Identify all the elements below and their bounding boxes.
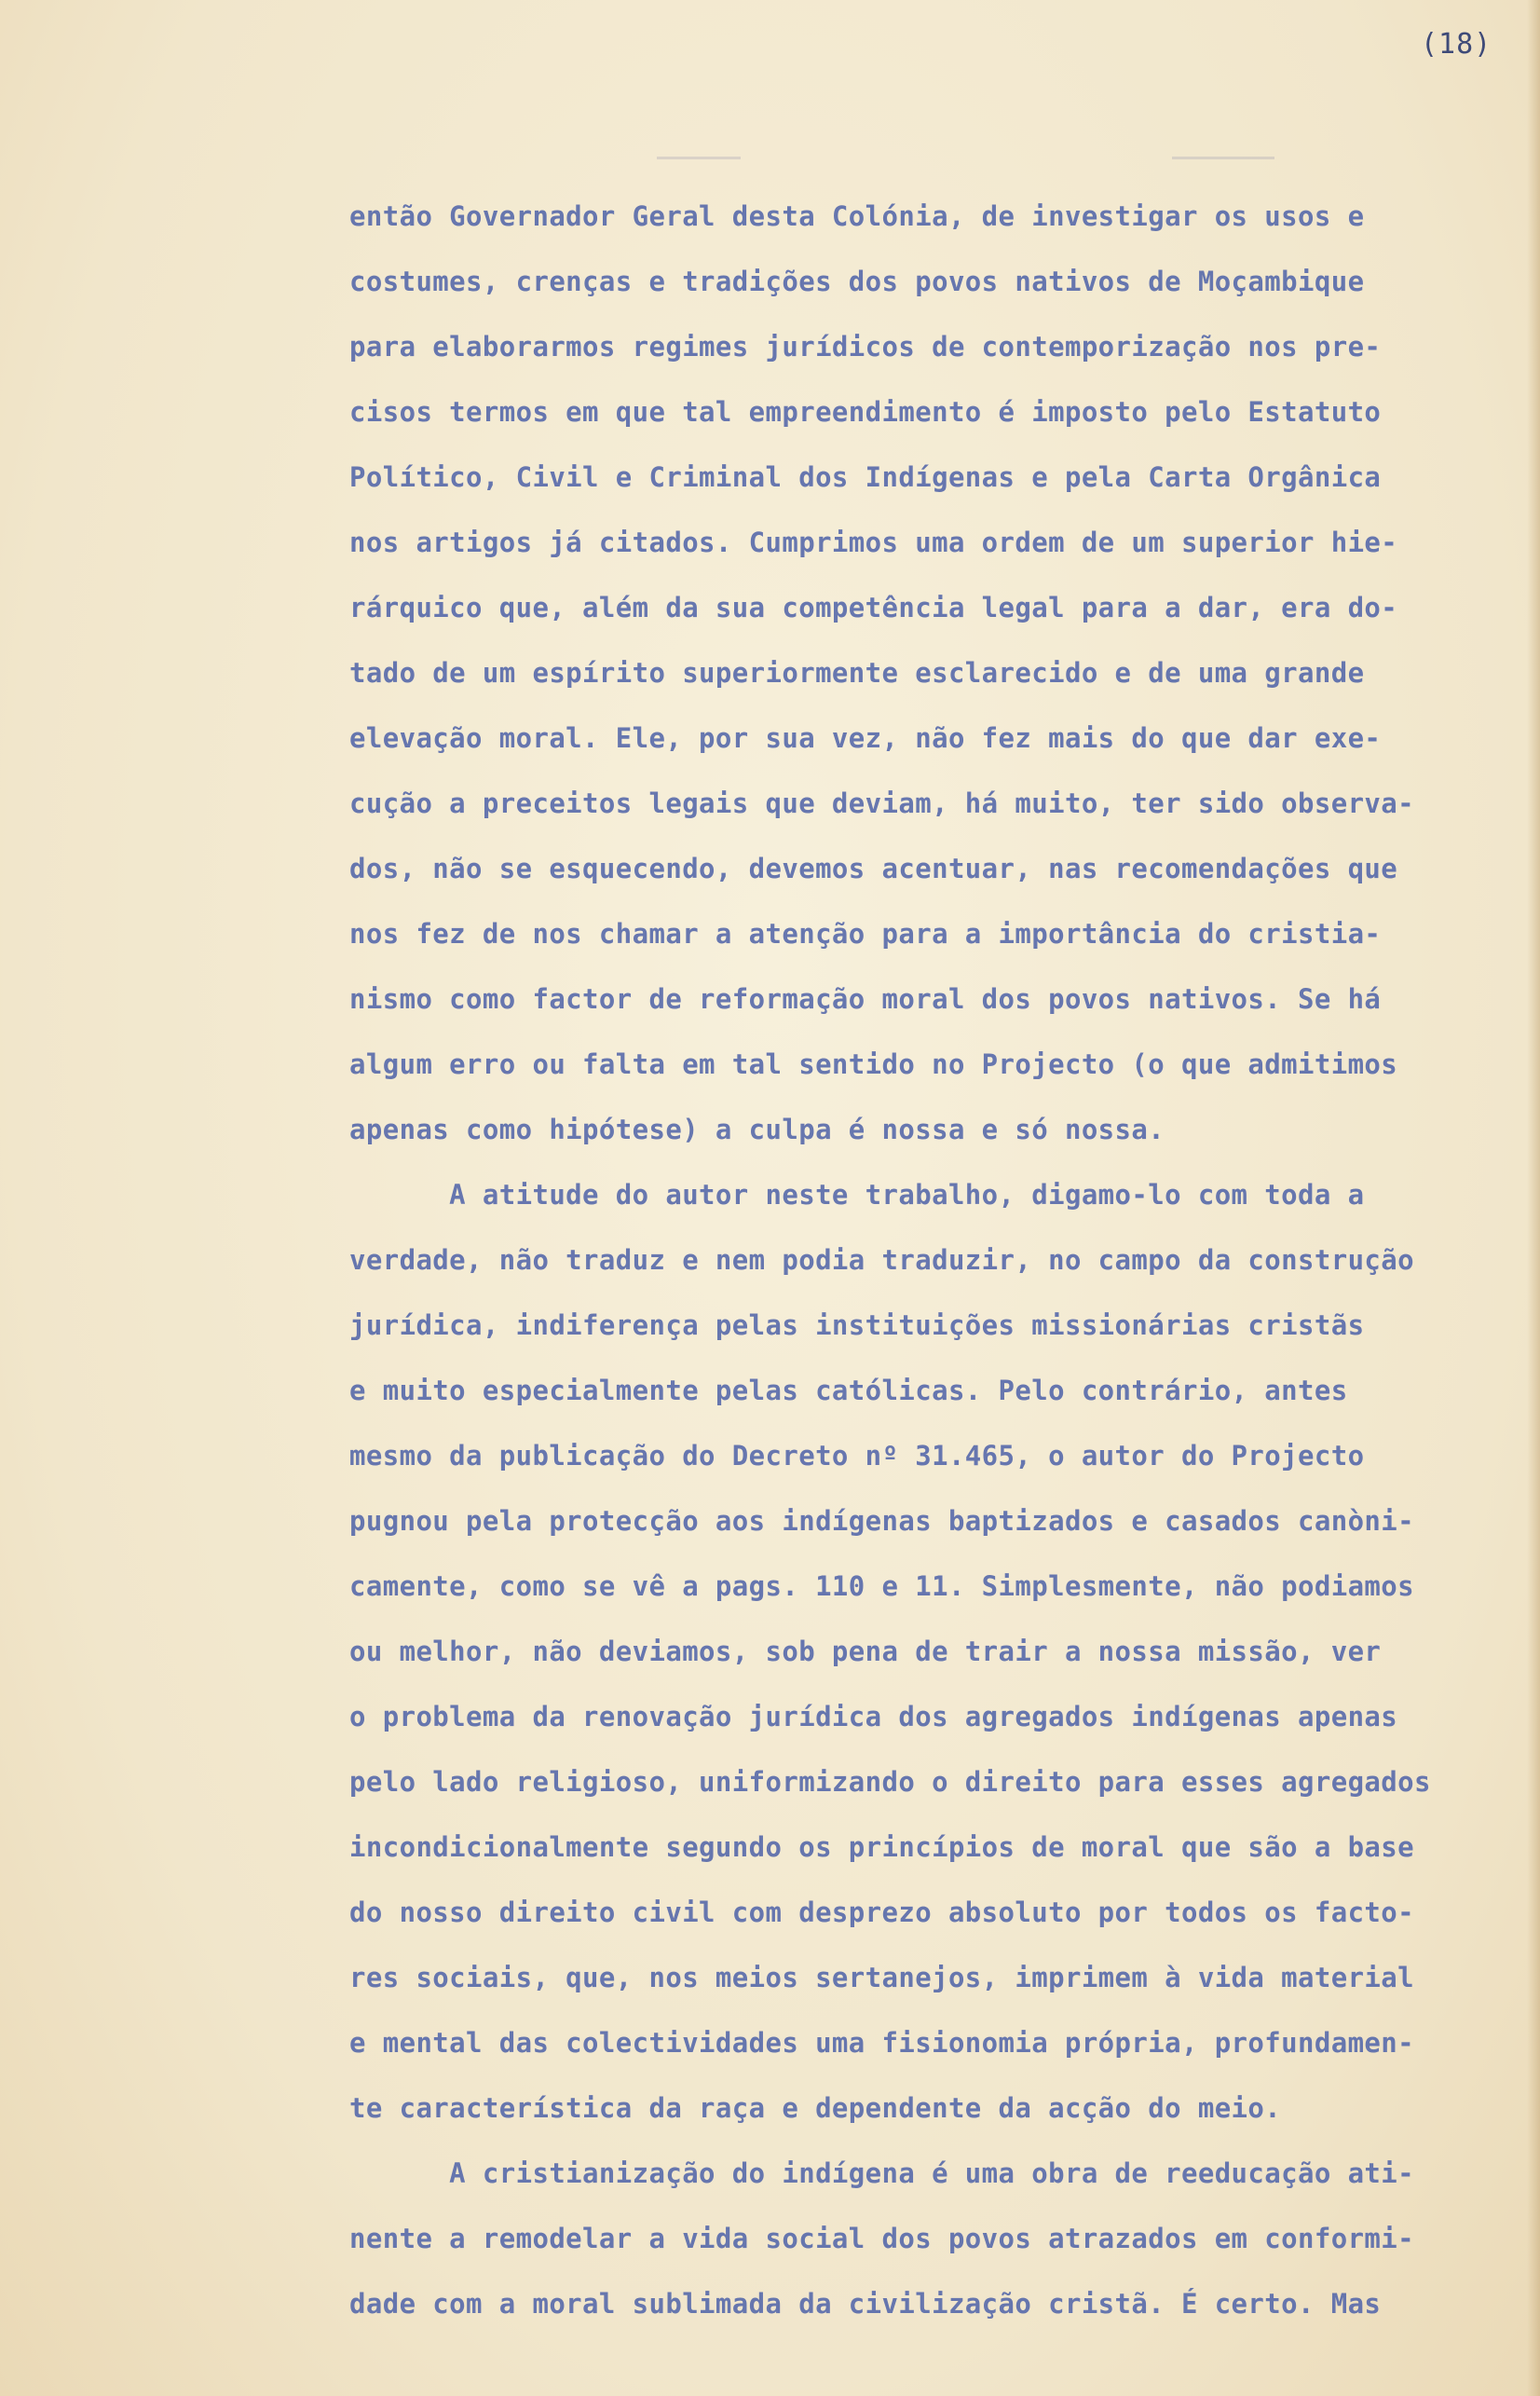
text-line: jurídica, indiferença pelas instituições missionárias cristãs [349, 1309, 1365, 1341]
text-line: Político, Civil e Criminal dos Indígenas e pela Carta Orgânica [349, 461, 1382, 493]
text-line: algum erro ou falta em tal sentido no Projecto (o que admitimos [349, 1048, 1398, 1080]
text-line: res sociais, que, nos meios sertanejos, imprimem à vida material [349, 1962, 1415, 1993]
text-line: o problema da renovação jurídica dos agregados indígenas apenas [349, 1701, 1398, 1732]
text-line: nente a remodelar a vida social dos povos atrazados em conformi- [349, 2223, 1415, 2254]
text-line: pelo lado religioso, uniformizando o direito para esses agregados [349, 1766, 1431, 1798]
text-line: dos, não se esquecendo, devemos acentuar, nas recomendações que [349, 853, 1398, 884]
text-line: verdade, não traduz e nem podia traduzir, no campo da construção [349, 1244, 1415, 1276]
text-line: cisos termos em que tal empreendimento é imposto pelo Estatuto [349, 396, 1382, 428]
text-line: dade com a moral sublimada da civilização cristã. É certo. Mas [349, 2288, 1382, 2320]
text-line: ou melhor, não deviamos, sob pena de trair a nossa missão, ver [349, 1636, 1382, 1667]
text-line: pugnou pela protecção aos indígenas baptizados e casados canòni- [349, 1505, 1415, 1537]
text-line: e muito especialmente pelas católicas. Pelo contrário, antes [349, 1375, 1348, 1406]
text-line: e mental das colectividades uma fisionomia própria, profundamen- [349, 2027, 1415, 2059]
text-line: então Governador Geral desta Colónia, de investigar os usos e [349, 200, 1365, 232]
text-line: mesmo da publicação do Decreto nº 31.465, o autor do Projecto [349, 1440, 1365, 1472]
text-line: rárquico que, além da sua competência legal para a dar, era do- [349, 592, 1398, 623]
text-line: te característica da raça e dependente da acção do meio. [349, 2092, 1282, 2124]
text-line: elevação moral. Ele, por sua vez, não fez mais do que dar exe- [349, 722, 1382, 754]
text-line: tado de um espírito superiormente esclarecido e de uma grande [349, 657, 1365, 689]
text-line: nos artigos já citados. Cumprimos uma ordem de um superior hie- [349, 527, 1398, 558]
faint-mark-left [657, 157, 741, 159]
text-line: A cristianização do indígena é uma obra de reeducação ati- [349, 2157, 1415, 2189]
text-line: nos fez de nos chamar a atenção para a importância do cristia- [349, 918, 1382, 950]
text-line: cução a preceitos legais que deviam, há muito, ter sido observa- [349, 787, 1415, 819]
text-line: A atitude do autor neste trabalho, digamo-lo com toda a [349, 1179, 1365, 1211]
text-line: camente, como se vê a pags. 110 e 11. Simplesmente, não podiamos [349, 1570, 1415, 1602]
text-line: incondicionalmente segundo os princípios de moral que são a base [349, 1831, 1415, 1863]
page-number: (18) [1421, 28, 1492, 61]
text-line: apenas como hipótese) a culpa é nossa e só nossa. [349, 1114, 1165, 1145]
faint-mark-right [1172, 157, 1274, 159]
text-line: costumes, crenças e tradições dos povos nativos de Moçambique [349, 266, 1365, 297]
typed-text-block [349, 200, 1531, 2372]
text-line: do nosso direito civil com desprezo absoluto por todos os facto- [349, 1896, 1415, 1928]
text-line: nismo como factor de reformação moral dos povos nativos. Se há [349, 983, 1382, 1015]
text-line: para elaborarmos regimes jurídicos de contemporização nos pre- [349, 331, 1382, 363]
